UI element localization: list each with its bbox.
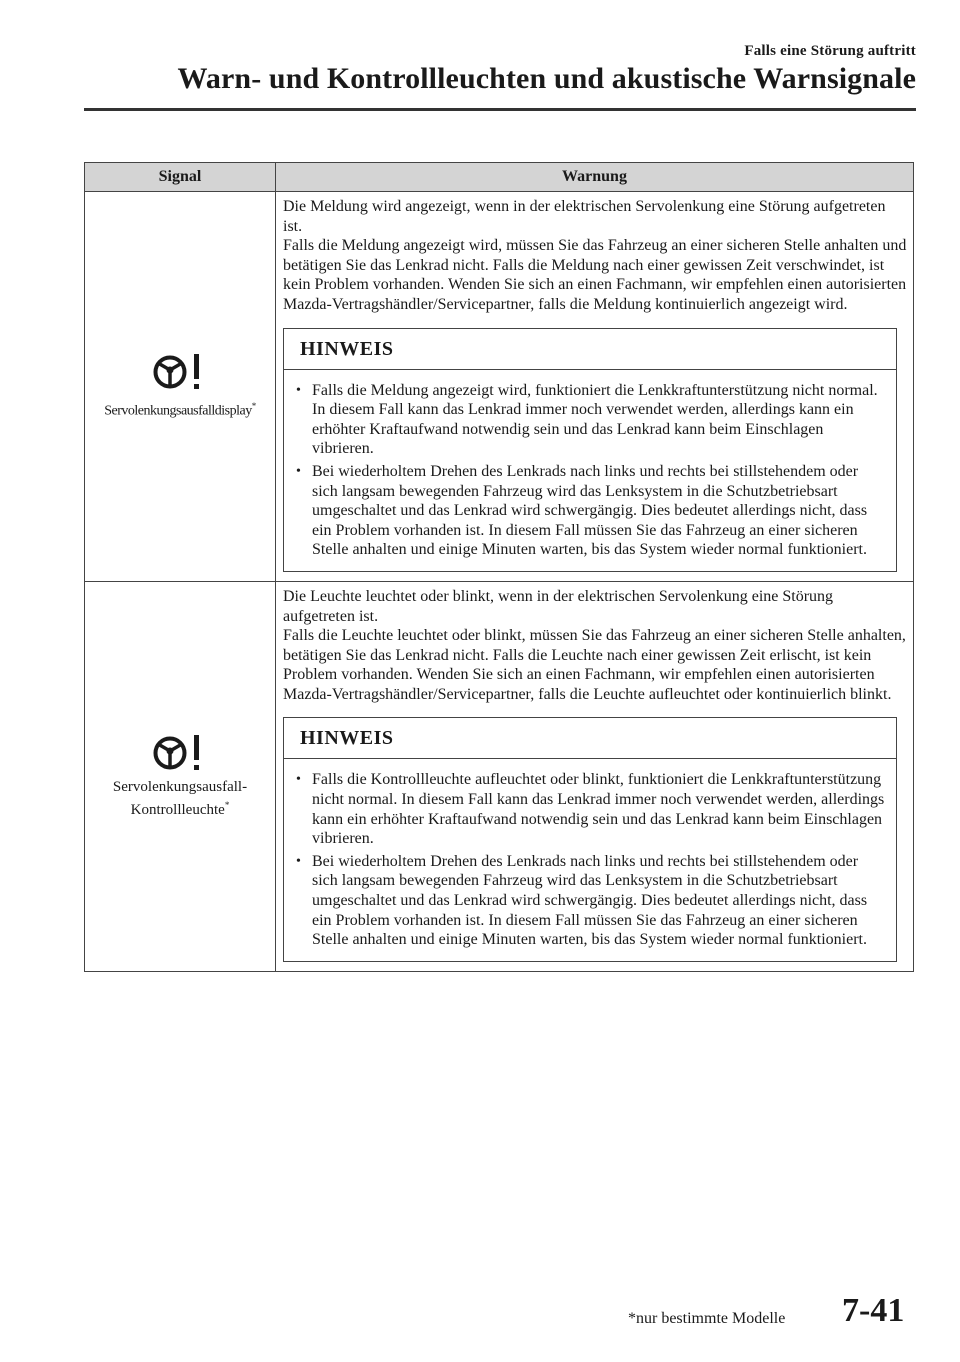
signal-cell: [85, 581, 276, 971]
footnote: *nur bestimmte Modelle: [628, 1310, 786, 1327]
footnote-mark: *: [251, 401, 256, 412]
warning-cell: [276, 192, 914, 582]
section-label: Falls eine Störung auftritt: [744, 43, 916, 59]
page-header: [84, 42, 916, 97]
page-number: 7-41: [842, 1292, 905, 1329]
table-row: [85, 581, 914, 971]
note-box: [283, 717, 897, 961]
title-rule: [84, 108, 916, 111]
warning-paragraph: Die Meldung wird angezeigt, wenn in der elektrischen Servolenkung eine Störung aufgetreten ist.: [283, 198, 886, 235]
warning-paragraph: Die Leuchte leuchtet oder blinkt, wenn in der elektrischen Servolenkung eine Störung aufgetreten ist.: [283, 587, 834, 625]
table-row: [85, 192, 914, 582]
signal: [113, 733, 247, 819]
note-item: • Bei wiederholtem Drehen des Lenkrads nach links und rechts bei stillstehendem oder sich langsam bewegenden Fahrzeug wird das Lenksystem in die Schutzbetriebsart umgeschaltet und das Lenkrad wird schwergängig. Dies bedeutet allerdings nicht, dass ein Problem vorhanden ist. In diesem Fall müssen Sie das Fahrzeug an einer sicheren Stelle anhalten und einige Minuten warten, bis das System wieder normal funktioniert.: [295, 852, 886, 950]
warning-cell: [276, 581, 914, 971]
signal-cell: [85, 192, 276, 582]
steering-wheel-exclamation-icon: [150, 733, 210, 773]
note-item: • Bei wiederholtem Drehen des Lenkrads nach links und rechts bei stillstehendem oder sich langsam bewegenden Fahrzeug wird das Lenksystem in die Schutzbetriebsart umgeschaltet und das Lenkrad wird schwergängig. Dies bedeutet allerdings nicht, dass ein Problem vorhanden ist. In diesem Fall müssen Sie das Fahrzeug an einer sicheren Stelle anhalten und einige Minuten warten, bis das System wieder normal funktioniert.: [295, 462, 886, 560]
page-title: Warn- und Kontrollleuchten und akustische Warnsignale: [177, 62, 916, 95]
column-header-signal: Signal: [85, 163, 276, 192]
signal-label: Servolenkungsausfalldisplay*: [104, 401, 256, 419]
signal-label: Servolenkungsausfall- Kontrollleuchte*: [112, 779, 248, 819]
note-box: [283, 328, 897, 572]
column-header-warning: Warnung: [276, 163, 914, 192]
note-item: • Falls die Kontrollleuchte aufleuchtet oder blinkt, funktioniert die Lenkkraftunterstützung nicht normal. In diesem Fall kann das Lenkrad immer noch verwendet werden, allerdings kann ein erhöhter Kraftaufwand notwendig sein und das Lenkrad kann beim Einschlagen vibrieren.: [295, 770, 886, 848]
note-title: HINWEIS: [284, 718, 896, 759]
note-title: HINWEIS: [284, 329, 896, 370]
footnote-mark: *: [224, 800, 230, 811]
steering-wheel-exclamation-icon: [150, 352, 210, 392]
warning-paragraph: Falls die Meldung angezeigt wird, müssen Sie das Fahrzeug an einer sicheren Stelle anhalten und betätigen Sie das Lenkrad nicht. Falls die Meldung nach einer gewissen Zeit verschwindet, ist kein Problem vorhanden. Wenden Sie sich an einen Fachmann, wir empfehlen einen autorisierten Mazda-Vertragshändler/Servicepartner, falls die Meldung kontinuierlich angezeigt wird.: [283, 237, 907, 313]
signal: [104, 352, 255, 421]
note-list: [284, 759, 896, 960]
warning-paragraph: Falls die Leuchte leuchtet oder blinkt, müssen Sie das Fahrzeug an einer sicheren Stelle anhalten, betätigen Sie das Lenkrad nicht. Falls die Leuchte nach einer gewissen Zeit erlischt, ist kein Problem vorhanden. Wenden Sie sich an einen Fachmann, wir empfehlen einen autorisierten Mazda-Vertragshändler/Servicepartner, falls die Leuchte aufleuchtet oder kontinuierlich blinkt.: [283, 627, 906, 703]
table-header-row: [85, 163, 914, 192]
warning-table: [84, 162, 914, 972]
note-item: • Falls die Meldung angezeigt wird, funktioniert die Lenkkraftunterstützung nicht normal. In diesem Fall kann das Lenkrad immer noch verwendet werden, allerdings kann ein erhöhter Kraftaufwand notwendig sein und das Lenkrad kann beim Einschlagen vibrieren.: [295, 381, 886, 459]
note-list: [284, 370, 896, 571]
